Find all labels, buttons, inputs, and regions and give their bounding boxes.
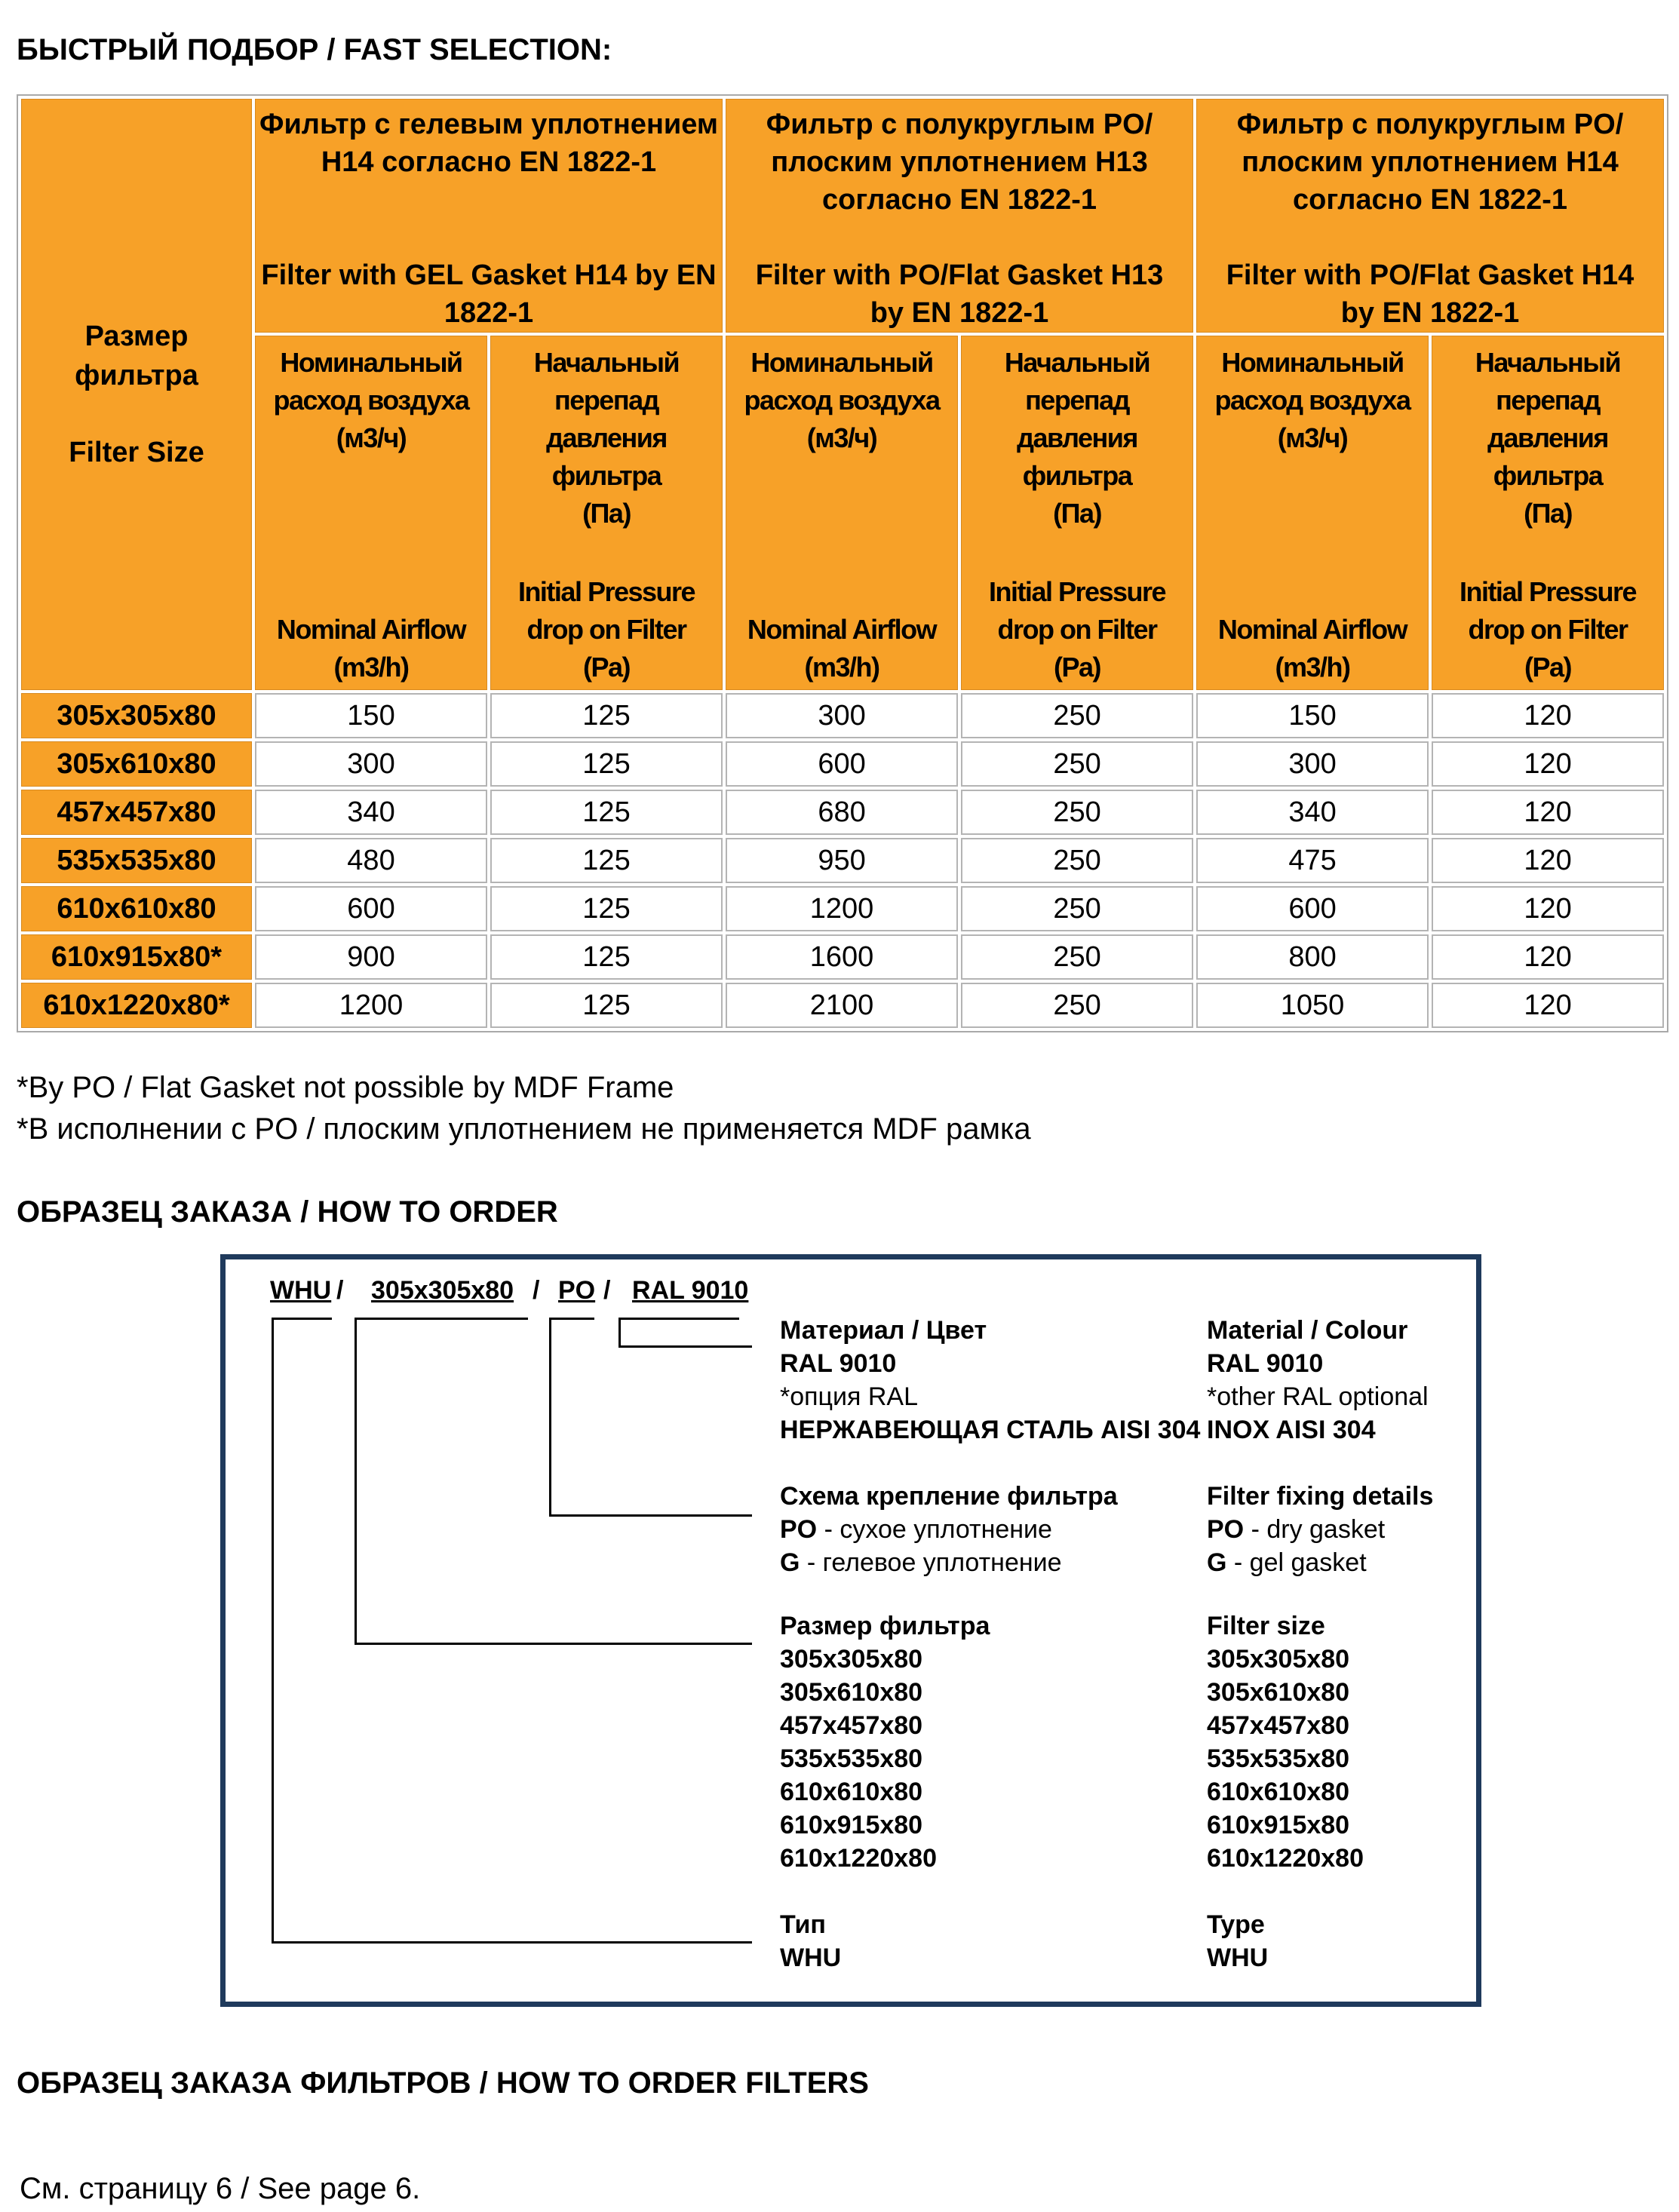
pressure-header: Начальный перепад давления фильтра (Па) Initial Pressure drop on Filter (Pa) xyxy=(490,336,723,690)
table-cell: 125 xyxy=(490,741,723,787)
row-size-label: 305x305x80 xyxy=(21,693,252,738)
group-header-po-h14: Фильтр с полукруглым PO/ плоским уплотнением H14 согласно EN 1822-1 Filter with PO/Flat Gasket H14 by EN 1822-1 xyxy=(1196,99,1664,333)
table-cell: 120 xyxy=(1432,741,1664,787)
table-row xyxy=(21,693,1664,738)
size-list-ru: Размер фильтра 305x305x80 305x610x80 457x457x80 535x535x80 610x610x80 610x915x80 610x1220x80 xyxy=(780,1612,990,1873)
table-cell: 250 xyxy=(961,934,1193,980)
filter-size-header: Размер фильтра Filter Size xyxy=(21,99,252,690)
code-colour: RAL 9010 xyxy=(632,1276,749,1305)
airflow-header: Номинальный расход воздуха (м3/ч) Nominal Airflow (m3/h) xyxy=(255,336,487,690)
table-cell: 250 xyxy=(961,790,1193,835)
fast-selection-table xyxy=(17,94,1668,1032)
table-row xyxy=(21,983,1664,1028)
airflow-header: Номинальный расход воздуха (м3/ч) Nominal Airflow (m3/h) xyxy=(1196,336,1429,690)
bracket-line-size xyxy=(355,1643,752,1645)
material-en: Material / Colour RAL 9010 *other RAL optional INOX AISI 304 xyxy=(1207,1316,1429,1444)
fast-selection-heading: БЫСТРЫЙ ПОДБОР / FAST SELECTION: xyxy=(17,33,612,66)
bracket-line-type xyxy=(272,1318,274,1944)
table-cell: 950 xyxy=(726,838,958,883)
table-cell: 120 xyxy=(1432,983,1664,1028)
pressure-header: Начальный перепад давления фильтра (Па) Initial Pressure drop on Filter (Pa) xyxy=(1432,336,1664,690)
row-size-label: 457x457x80 xyxy=(21,790,252,835)
table-cell: 250 xyxy=(961,838,1193,883)
table-cell: 120 xyxy=(1432,838,1664,883)
table-cell: 1200 xyxy=(255,983,487,1028)
table-cell: 125 xyxy=(490,838,723,883)
bracket-line-colour xyxy=(618,1345,752,1348)
table-cell: 300 xyxy=(1196,741,1429,787)
footnote-ru: *В исполнении с PO / плоским уплотнением не применяется MDF рамка xyxy=(17,1112,1031,1146)
row-size-label: 610x1220x80* xyxy=(21,983,252,1028)
table-cell: 250 xyxy=(961,741,1193,787)
group-header-po-h13: Фильтр с полукруглым PO/ плоским уплотнением H13 согласно EN 1822-1 Filter with PO/Flat Gasket H13 by EN 1822-1 xyxy=(726,99,1193,333)
table-row xyxy=(21,886,1664,931)
pressure-header: Начальный перепад давления фильтра (Па) Initial Pressure drop on Filter (Pa) xyxy=(961,336,1193,690)
table-cell: 600 xyxy=(726,741,958,787)
airflow-header: Номинальный расход воздуха (м3/ч) Nominal Airflow (m3/h) xyxy=(726,336,958,690)
bracket-line-size xyxy=(355,1318,357,1644)
table-body xyxy=(21,693,1664,1028)
size-list-en: Filter size 305x305x80 305x610x80 457x457x80 535x535x80 610x610x80 610x915x80 610x1220x80 xyxy=(1207,1612,1364,1873)
table-cell: 1050 xyxy=(1196,983,1429,1028)
bracket-line-colour xyxy=(618,1318,739,1320)
table-cell: 300 xyxy=(726,693,958,738)
table-cell: 800 xyxy=(1196,934,1429,980)
table-row xyxy=(21,838,1664,883)
group-header-gel-h14: Фильтр с гелевым уплотнением H14 согласно EN 1822-1 Filter with GEL Gasket H14 by EN 1822-1 xyxy=(255,99,723,333)
bracket-line-gasket xyxy=(549,1514,752,1517)
bracket-line-gasket xyxy=(549,1318,594,1320)
fixing-ru: Схема крепление фильтра PO - сухое уплотнение G - гелевое уплотнение xyxy=(780,1482,1118,1577)
table-cell: 120 xyxy=(1432,934,1664,980)
table-cell: 250 xyxy=(961,983,1193,1028)
table-row xyxy=(21,741,1664,787)
bracket-line-gasket xyxy=(549,1318,551,1516)
table-cell: 150 xyxy=(255,693,487,738)
row-size-label: 610x915x80* xyxy=(21,934,252,980)
bracket-line-colour xyxy=(618,1318,621,1348)
how-to-order-heading: ОБРАЗЕЦ ЗАКАЗА / HOW TO ORDER xyxy=(17,1195,558,1229)
table-cell: 600 xyxy=(1196,886,1429,931)
code-separator: / xyxy=(336,1276,344,1305)
code-size: 305x305x80 xyxy=(371,1276,514,1305)
table-cell: 125 xyxy=(490,934,723,980)
bracket-line-type xyxy=(272,1941,752,1944)
table-row xyxy=(21,934,1664,980)
table-cell: 600 xyxy=(255,886,487,931)
table-cell: 2100 xyxy=(726,983,958,1028)
row-size-label: 610x610x80 xyxy=(21,886,252,931)
table-cell: 125 xyxy=(490,886,723,931)
table-cell: 340 xyxy=(255,790,487,835)
code-gasket: PO xyxy=(558,1276,596,1305)
row-size-label: 535x535x80 xyxy=(21,838,252,883)
footnote-en: *By PO / Flat Gasket not possible by MDF Frame xyxy=(17,1071,674,1104)
table-cell: 125 xyxy=(490,693,723,738)
table-cell: 475 xyxy=(1196,838,1429,883)
code-type: WHU xyxy=(270,1276,332,1305)
type-ru: Тип WHU xyxy=(780,1910,842,1972)
table-cell: 120 xyxy=(1432,693,1664,738)
fixing-en: Filter fixing details PO - dry gasket G - gel gasket xyxy=(1207,1482,1434,1577)
bracket-line-type xyxy=(272,1318,332,1320)
code-separator: / xyxy=(533,1276,540,1305)
table-cell: 125 xyxy=(490,790,723,835)
table-cell: 250 xyxy=(961,693,1193,738)
code-separator: / xyxy=(603,1276,611,1305)
table-cell: 120 xyxy=(1432,790,1664,835)
table-cell: 900 xyxy=(255,934,487,980)
table-row xyxy=(21,790,1664,835)
row-size-label: 305x610x80 xyxy=(21,741,252,787)
table-cell: 250 xyxy=(961,886,1193,931)
type-en: Type WHU xyxy=(1207,1910,1269,1972)
table-cell: 1600 xyxy=(726,934,958,980)
material-ru: Материал / Цвет RAL 9010 *опция RAL НЕРЖАВЕЮЩАЯ СТАЛЬ AISI 304 xyxy=(780,1316,1201,1444)
table-cell: 150 xyxy=(1196,693,1429,738)
table-cell: 340 xyxy=(1196,790,1429,835)
table-cell: 480 xyxy=(255,838,487,883)
bracket-line-size xyxy=(355,1318,528,1320)
table-cell: 680 xyxy=(726,790,958,835)
table-cell: 300 xyxy=(255,741,487,787)
table-cell: 120 xyxy=(1432,886,1664,931)
table-cell: 125 xyxy=(490,983,723,1028)
table-cell: 1200 xyxy=(726,886,958,931)
page-reference: См. страницу 6 / See page 6. xyxy=(20,2172,421,2205)
how-to-order-filters-heading: ОБРАЗЕЦ ЗАКАЗА ФИЛЬТРОВ / HOW TO ORDER FILTERS xyxy=(17,2066,869,2100)
